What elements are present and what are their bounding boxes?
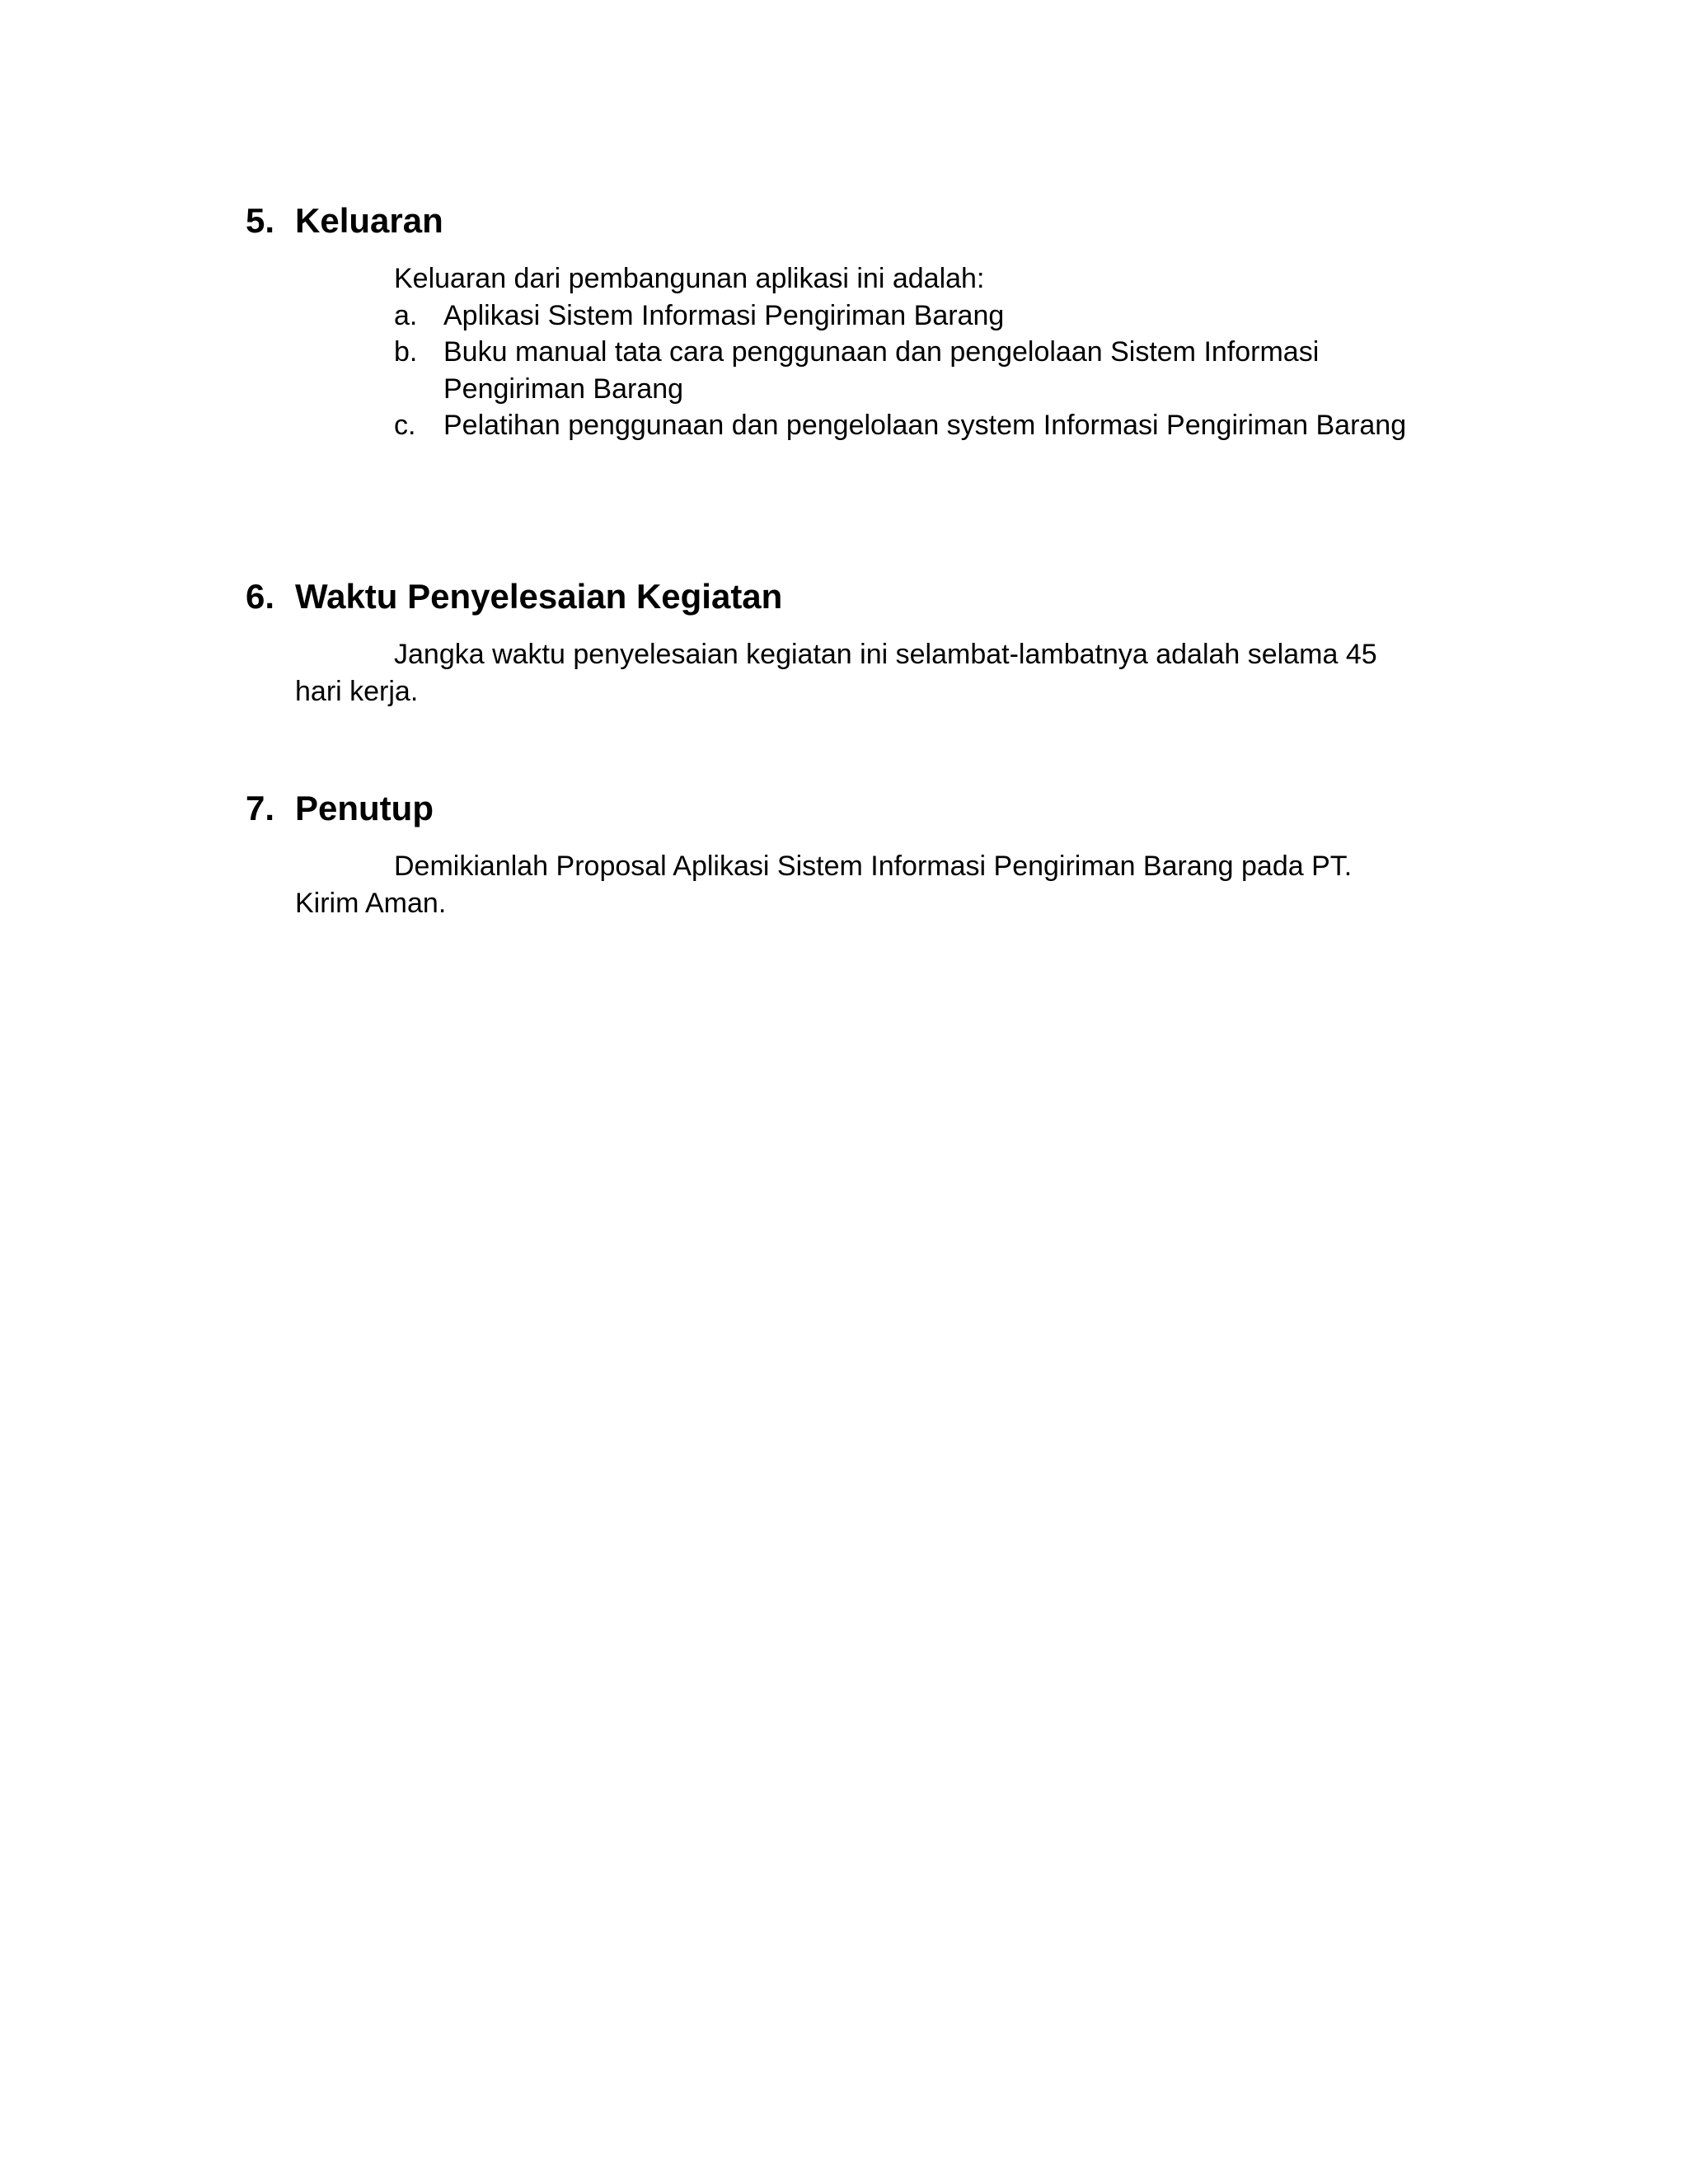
output-list (394, 298, 1449, 444)
section-number: 5. (246, 201, 275, 240)
section-number: 6. (246, 577, 275, 616)
section-penutup (246, 785, 1449, 921)
section-title: Keluaran (295, 201, 443, 240)
list-item (394, 407, 1449, 444)
section-waktu-penyelesaian (246, 574, 1449, 710)
section-keluaran (246, 198, 1449, 444)
section-paragraph: Demikianlah Proposal Aplikasi Sistem Informasi Pengiriman Barang pada PT. Kirim Aman. (295, 851, 1353, 919)
section-heading (246, 198, 1449, 244)
section-paragraph: Jangka waktu penyelesaian kegiatan ini selambat-lambatnya adalah selama 45 hari kerja. (295, 639, 1377, 707)
list-item-text: Aplikasi Sistem Informasi Pengiriman Barang (443, 299, 1005, 331)
section-title: Waktu Penyelesaian Kegiatan (295, 577, 783, 616)
list-item-text: Buku manual tata cara penggunaan dan pengelolaan Sistem Informasi Pengiriman Barang (443, 336, 1320, 405)
section-heading (246, 574, 1449, 620)
section-heading (246, 785, 1449, 832)
section-intro: Keluaran dari pembangunan aplikasi ini adalah: (394, 263, 985, 294)
list-marker: b. (394, 336, 418, 368)
list-item-text: Pelatihan penggunaan dan pengelolaan system Informasi Pengiriman Barang (443, 410, 1407, 441)
section-number: 7. (246, 789, 275, 827)
list-item (394, 298, 1449, 335)
list-item (394, 334, 1449, 407)
section-title: Penutup (295, 789, 434, 827)
list-marker: c. (394, 410, 416, 441)
list-marker: a. (394, 299, 418, 331)
